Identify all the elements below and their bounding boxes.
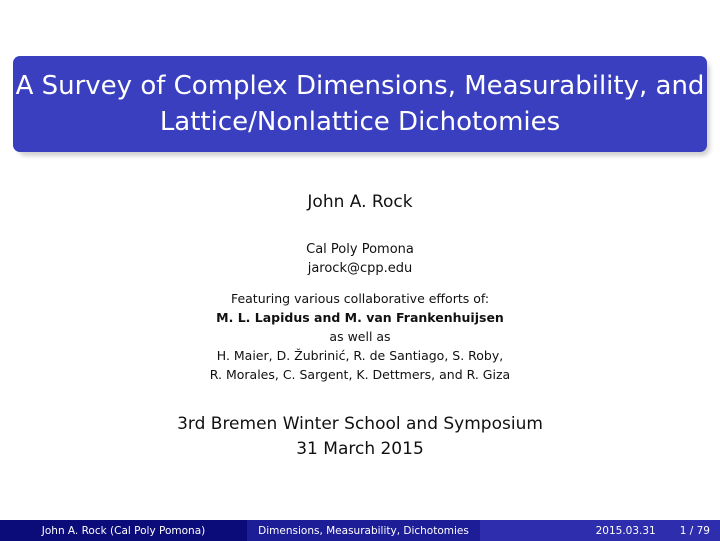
- footer-info: [480, 520, 720, 541]
- footer-title-text: Dimensions, Measurability, Dichotomies: [258, 524, 469, 537]
- footer-author: [0, 520, 247, 541]
- collab-others-1: H. Maier, D. Žubrinić, R. de Santiago, S. Roby,: [216, 348, 504, 363]
- institution-email: jarock@cpp.edu: [307, 261, 413, 276]
- title-line-1: A Survey of Complex Dimensions, Measurability, and: [15, 71, 705, 101]
- collaboration-block: [0, 289, 720, 384]
- event-date: 31 March 2015: [296, 439, 424, 459]
- event-name: 3rd Bremen Winter School and Symposium: [177, 414, 543, 434]
- collab-connector: as well as: [329, 329, 391, 344]
- title-block: [13, 56, 707, 152]
- title-line-2: Lattice/Nonlattice Dichotomies: [159, 107, 561, 137]
- institution-name: Cal Poly Pomona: [306, 242, 414, 257]
- footer-page-number: 1 / 79: [679, 524, 710, 537]
- footer-author-text: John A. Rock (Cal Poly Pomona): [41, 524, 206, 537]
- event-block: [0, 412, 720, 462]
- collab-intro: Featuring various collaborative efforts of:: [230, 291, 490, 306]
- footer-date: 2015.03.31: [595, 524, 656, 537]
- footer-title: [247, 520, 480, 541]
- author-name: John A. Rock: [307, 192, 413, 212]
- institution-block: [0, 240, 720, 278]
- collab-others-2: R. Morales, C. Sargent, K. Dettmers, and R. Giza: [209, 367, 511, 382]
- footer-bar: [0, 520, 720, 541]
- collab-main: M. L. Lapidus and M. van Frankenhuijsen: [216, 310, 504, 325]
